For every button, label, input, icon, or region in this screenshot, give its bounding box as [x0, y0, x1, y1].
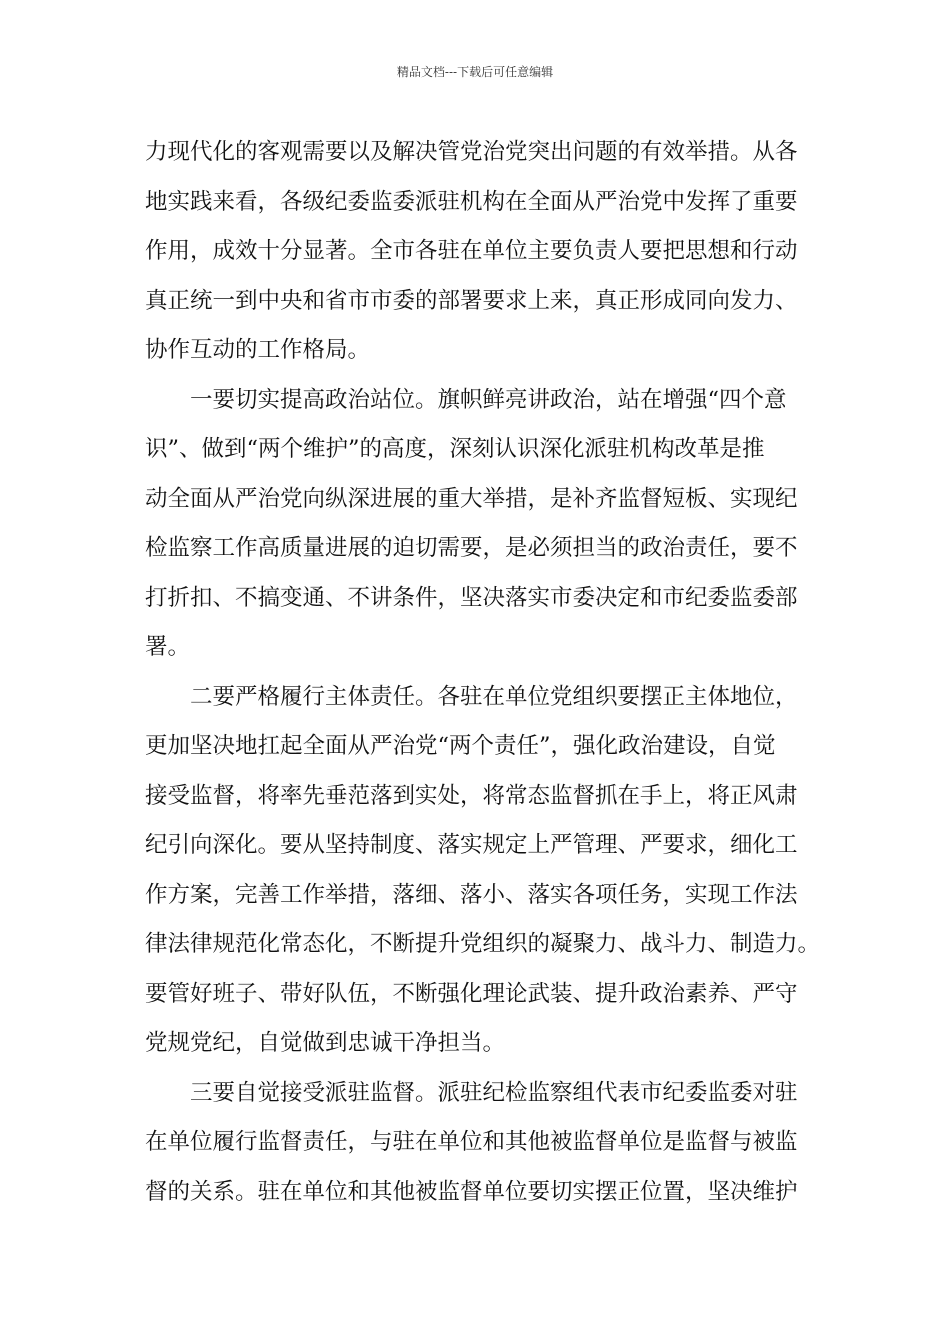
text-line: 作用，成效十分显著。全市各驻在单位主要负责人要把思想和行动 [145, 238, 798, 264]
text-line: 署。 [145, 634, 191, 660]
paragraph [145, 673, 825, 1069]
text-line: 督的关系。驻在单位和其他被监督单位要切实摆正位置，坚决维护 [145, 1178, 798, 1205]
text-line: 作方案，完善工作举措，落细、落小、落实各项任务，实现工作法 [145, 881, 798, 908]
text-line: 打折扣、不搞变通、不讲条件，坚决落实市委决定和市纪委监委部 [145, 584, 798, 611]
text-line: 接受监督，将率先垂范落到实处，将常态监督抓在手上，将正风肃 [145, 782, 798, 809]
text-line: 二要严格履行主体责任。各驻在单位党组织要摆正主体地位， [190, 683, 798, 710]
paragraph [145, 1069, 825, 1218]
paragraph [145, 128, 825, 376]
text-line: 要管好班子、带好队伍，不断强化理论武装、提升政治素养、严守 [145, 980, 798, 1007]
text-line: 检监察工作高质量进展的迫切需要，是必须担当的政治责任，要不 [145, 535, 798, 561]
text-line: 地实践来看，各级纪委监委派驻机构在全面从严治党中发挥了重要 [145, 188, 798, 215]
document-body [145, 128, 825, 1217]
text-line: 力现代化的客观需要以及解决管党治党突出问题的有效举措。从各 [145, 139, 798, 165]
text-line: 动全面从严治党向纵深进展的重大举措，是补齐监督短板、实现纪 [145, 485, 798, 512]
text-line: 更加坚决地扛起全面从严治党“两个责任”，强化政治建设，自觉 [145, 733, 776, 759]
text-line: 一要切实提高政治站位。旗帜鲜亮讲政治，站在增强“四个意 [190, 386, 787, 413]
paragraph [145, 376, 825, 673]
text-line: 在单位履行监督责任，与驻在单位和其他被监督单位是监督与被监 [145, 1129, 798, 1155]
text-line: 协作互动的工作格局。 [145, 337, 371, 363]
text-line: 纪引向深化。要从坚持制度、落实规定上严管理、严要求，细化工 [145, 832, 798, 858]
text-line: 党规党纪，自觉做到忠诚干净担当。 [145, 1030, 506, 1056]
text-line: 三要自觉接受派驻监督。派驻纪检监察组代表市纪委监委对驻 [190, 1079, 798, 1106]
text-line: 真正统一到中央和省市市委的部署要求上来，真正形成同向发力、 [145, 287, 798, 314]
text-line: 律法律规范化常态化，不断提升党组织的凝聚力、战斗力、制造力。 [145, 931, 821, 957]
page-header: 精品文档---下载后可任意编辑 [396, 65, 554, 79]
text-line: 识”、做到“两个维护”的高度，深刻认识深化派驻机构改革是推 [145, 436, 765, 462]
